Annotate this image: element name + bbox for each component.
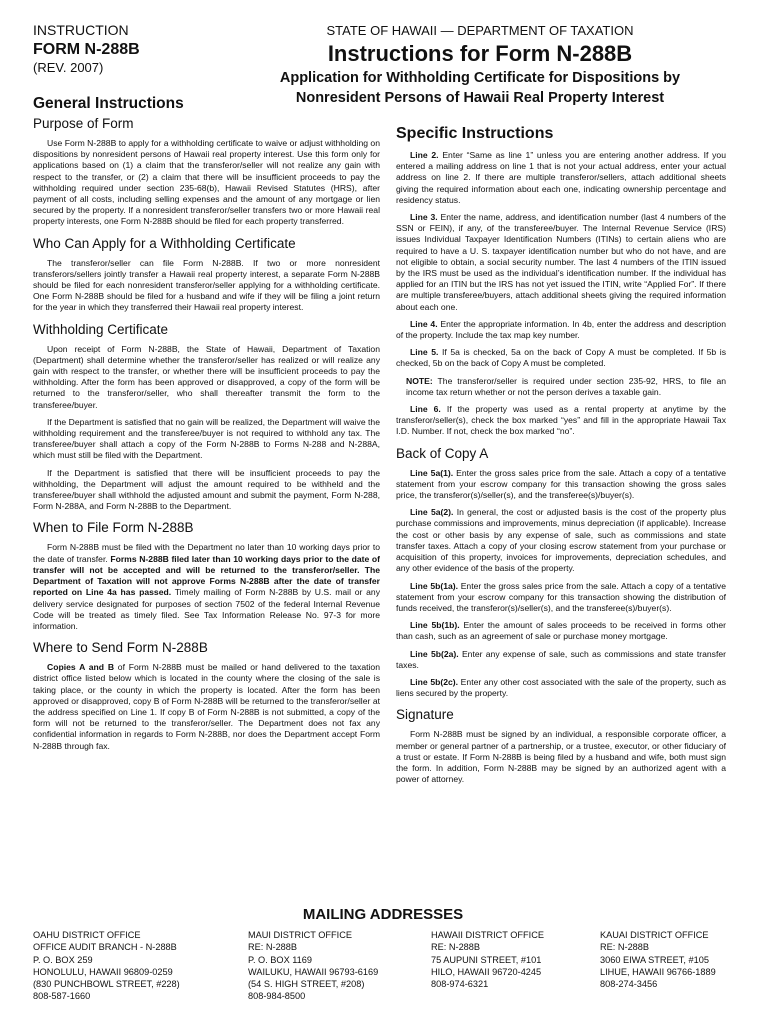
- address-line: OFFICE AUDIT BRANCH - N-288B: [33, 942, 177, 953]
- agency-name: STATE OF HAWAII — DEPARTMENT OF TAXATION: [326, 23, 634, 38]
- general-instructions-heading: General Instructions: [33, 95, 184, 112]
- purpose-heading: Purpose of Form: [33, 116, 134, 131]
- oahu-office-address: [33, 929, 180, 1003]
- address-line: KAUAI DISTRICT OFFICE: [600, 930, 709, 940]
- specific-instructions-heading: Specific Instructions: [396, 125, 554, 142]
- subtitle-line-1: Application for Withholding Certificate for Dispositions by: [279, 70, 681, 86]
- where-bold: Copies A and B: [47, 662, 115, 673]
- line-5a2-label: Line 5a(2).: [410, 507, 454, 518]
- when-text-a: Form N-288B must be filed with the Department no later than 10 working days prior to the date of transfer.: [33, 542, 380, 564]
- withholding-certificate-heading: Withholding Certificate: [33, 321, 169, 337]
- address-line: WAILUKU, HAWAII 96793-6169: [248, 966, 379, 977]
- when-to-file-heading: When to File Form N-288B: [33, 520, 194, 536]
- line-5b2a-label: Line 5b(2a).: [410, 648, 459, 659]
- address-line: (54 S. HIGH STREET, #208): [248, 979, 365, 990]
- phone-number: 808-274-3456: [600, 979, 658, 990]
- address-line: MAUI DISTRICT OFFICE: [248, 930, 352, 940]
- line-5b2c-text: Enter any other cost associated with the sale of the property, such as liens secured by the property.: [396, 676, 726, 699]
- line-5b2c-instruction: [396, 677, 726, 699]
- signature-heading: Signature: [396, 707, 454, 723]
- line-5a1-label: Line 5a(1).: [410, 467, 454, 478]
- line-5b1a-label: Line 5b(1a).: [410, 580, 459, 591]
- page-title: Instructions for Form N-288B: [327, 41, 633, 66]
- address-line: P. O. BOX 259: [33, 954, 93, 965]
- note-label: NOTE:: [406, 375, 433, 386]
- address-line: HONOLULU, HAWAII 96809-0259: [33, 966, 173, 977]
- mailing-addresses-heading: MAILING ADDRESSES: [302, 906, 464, 923]
- line-5a2-instruction: [396, 507, 726, 574]
- line-3-instruction: [396, 212, 726, 313]
- line-3-text: Enter the name, address, and identification number (last 4 numbers of the SSN or FEIN), if any, of the transferee/buyer. The Internal Revenue Service (IRS) issues Individual Taxpayer Identification Numbers (ITINs) to certain aliens who are required to have a U. S. taxpayer identification number but who do not have, and are not eligible to obtain, a social security number. The last 4 numbers of the ITIN issued by the IRS must be used as the individual’s identification number. If the individual has applied for an ITIN but the IRS has not yet issued the ITIN, write “Applied For”. If there are multiple transferee/buyers, attach additional sheets giving the required information about each one.: [396, 212, 726, 312]
- line-4-instruction: [396, 319, 726, 341]
- line-6-text: If the property was used as a rental property at anytime by the transferor/seller(s), check the box marked “yes” and fill in the appropriate Hawaii Tax I.D. Number. If not, check the box marked “no”.: [396, 404, 726, 437]
- note-text: The transferor/seller is required under section 235-92, HRS, to file an income tax return whether or not the person derives a taxable gain.: [406, 375, 726, 397]
- instruction-label: INSTRUCTION: [33, 22, 129, 38]
- line-2-label: Line 2.: [410, 150, 439, 160]
- signature-text: Form N-288B must be signed by an individual, a responsible corporate officer, a member or general partner of a partnership, or a trustee, executor, or other fiduciary of a trust or estate. If Form N-288B is being filed by a husband and wife, both must sign the form. In addition, Form N-288B may be signed by an authorized agent with a power of attorney.: [396, 729, 726, 785]
- note-instruction: [396, 376, 726, 398]
- line-5b1a-instruction: [396, 581, 726, 615]
- address-line: RE: N-288B: [600, 942, 650, 953]
- maui-office-address: [248, 929, 378, 1003]
- where-text: of Form N-288B must be mailed or hand delivered to the taxation district office listed below which is located in the county where the closing of the sale is taking place, or the county in which the property is located. After the form has been approved or disapproved, copy B of Form N-288B will be returned to the transferor/seller at the address specified on Line 1. If copy B of Form N-288B is not submitted, a copy of the form will not be returned to the transferor/seller. The Department does not fax any confidential information in regards to Form N-288B, nor does the Department accept Form N-288B through fax.: [33, 662, 380, 751]
- line-5b2c-label: Line 5b(2c).: [410, 676, 459, 687]
- mailing-address-columns: [33, 929, 733, 1029]
- withholding-certificate-text-2: If the Department is satisfied that no gain will be realized, the Department will waive the withholding requirement and the transferee/buyer is not required to withhold any tax. The transferee/buyer shall attach a copy of the Form N-288B to Forms N-288 and N-288A, which must still be filed with the Department.: [33, 416, 380, 461]
- withholding-certificate-text-3: If the Department is satisfied that there will be insufficient proceeds to pay the withholding, the Department will adjust the amount required to be withheld and the transferee/buyer shall withhold the adjusted amount and submit the payment, Form N-288, Form N-288A, and Form N-288B to the Department.: [33, 467, 380, 512]
- line-5b2a-text: Enter any expense of sale, such as commissions and state transfer taxes.: [396, 648, 726, 670]
- who-can-apply-heading: Who Can Apply for a Withholding Certificate: [33, 235, 296, 251]
- specific-instructions-column: [396, 124, 726, 791]
- address-line: LIHUE, HAWAII 96766-1889: [600, 966, 716, 977]
- address-line: OAHU DISTRICT OFFICE: [33, 930, 141, 940]
- line-6-instruction: [396, 404, 726, 438]
- phone-number: 808-984-8500: [248, 991, 306, 1002]
- where-to-send-heading: Where to Send Form N-288B: [33, 640, 208, 656]
- general-instructions-column: [33, 94, 380, 758]
- withholding-certificate-text-1: Upon receipt of Form N-288B, the State of Hawaii, Department of Taxation (Department) shall determine whether the transferor/seller has realized or will realize any gain with respect to the transfer, or whether there will be insufficient proceeds to pay the withholding. After the form has been approved or disapproved, a copy of the form will be returned to the transferor/seller, who shall thereafter transmit the form to the transferee/buyer.: [33, 343, 380, 410]
- address-line: RE: N-288B: [248, 942, 298, 953]
- address-line: 3060 EIWA STREET, #105: [600, 954, 709, 965]
- when-text-bold: Forms N-288B filed later than 10 working days prior to the date of transfer will not be accepted and will be returned to the transferor/seller. The Department of Taxation will not approve Forms N-288B after the date of transfer reported on Line 4a has passed.: [33, 553, 380, 598]
- subtitle-line-2: Nonresident Persons of Hawaii Real Property Interest: [295, 90, 665, 106]
- address-line: 75 AUPUNI STREET, #101: [431, 954, 542, 965]
- purpose-text: Use Form N-288B to apply for a withholding certificate to waive or adjust withholding on dispositions by nonresident persons of Hawaii real property interest. Use this form only for applications based on (1) a claim that the transferor/seller will not realize any gain with respect to the transfer, or (2) a claim that there will be insufficient proceeds to pay the withholding required under section 235-68(b), Hawaii Revised Statutes (HRS), after payment of all costs, including selling expenses and the amount of any mortgage or lien secured by the property. If a nonresident transferor/seller transfers two or more Hawaii real property interests, one Form N-288B should be filed for each property transferred.: [33, 138, 380, 227]
- kauai-office-address: [600, 929, 716, 990]
- when-text-c: Timely mailing of Form N-288B by U.S. mail or any delivery service designated for purposes of section 7502 of the federal Internal Revenue Code will be treated as timely filed. See Tax Information Release No. 97-3 for more information.: [33, 587, 380, 631]
- form-number: FORM N-288B: [33, 41, 140, 58]
- line-5-label: Line 5.: [410, 347, 439, 358]
- line-5a2-text: In general, the cost or adjusted basis is the cost of the property plus purchase commissions and improvements, minus depreciation (if applicable). Increase the cost or other basis by any expense of sale, such as commissions and state transfer taxes. Attach a copy of your closing escrow statement from your purchase or acquisition of this property, invoices for improvements, depreciation schedules, and any other evidence of the basis of the property.: [396, 507, 726, 574]
- revision-label: (REV. 2007): [33, 60, 104, 75]
- line-5b1b-text: Enter the amount of sales proceeds to be received in forms other than cash, such as an agreement of sale or purchase money mortgage.: [396, 620, 726, 642]
- line-5-text: If 5a is checked, 5a on the back of Copy A must be completed. If 5b is checked, 5b on the back of Copy A must be completed.: [396, 347, 726, 369]
- line-2-instruction: [396, 150, 726, 206]
- line-5-instruction: [396, 347, 726, 369]
- phone-number: 808-587-1660: [33, 991, 91, 1002]
- line-5a1-instruction: [396, 468, 726, 502]
- line-5b1b-label: Line 5b(1b).: [410, 620, 460, 631]
- line-2-text: Enter “Same as line 1” unless you are entering another address. If you entered a mailing address on line 1 that is not your actual address, enter your actual address on line 2. If there are multiple transferor/sellers, attach additional sheets giving the required information about each one, indicating ownership percentage and residency status.: [396, 150, 726, 205]
- mailing-addresses: [33, 906, 733, 1029]
- hawaii-office-address: [431, 929, 544, 990]
- line-4-label: Line 4.: [410, 318, 438, 329]
- line-5b1b-instruction: [396, 620, 726, 642]
- who-can-apply-text: The transferor/seller can file Form N-288B. If two or more nonresident transferors/sellers jointly transfer a Hawaii real property interest, a separate Form N-288B should be filed for each nonresident transferor/seller applying for a withholding certificate. One Form N-288B should be filed for a husband and wife if they will be filing a joint return for the year in which they transferred their Hawaii real property interest.: [33, 257, 380, 313]
- line-5b1a-text: Enter the gross sales price from the sale. Attach a copy of a tentative statement from your escrow company for this transaction showing the distribution of funds received, the transferor(s)/seller(s), and the transferee(s)/buyer(s).: [396, 580, 726, 613]
- line-4-text: Enter the appropriate information. In 4b, enter the address and description of the property. Include the tax map key number.: [396, 318, 726, 341]
- line-3-label: Line 3.: [410, 212, 438, 223]
- address-line: P. O. BOX 1169: [248, 954, 313, 965]
- address-line: RE: N-288B: [431, 942, 481, 953]
- form-identifier: [33, 22, 203, 76]
- line-5b2a-instruction: [396, 649, 726, 671]
- phone-number: 808-974-6321: [431, 979, 489, 990]
- address-line: (830 PUNCHBOWL STREET, #228): [33, 979, 180, 990]
- when-to-file-text: [33, 542, 380, 632]
- back-of-copy-a-heading: Back of Copy A: [396, 445, 489, 461]
- line-6-label: Line 6.: [410, 404, 441, 415]
- address-line: HILO, HAWAII 96720-4245: [431, 966, 542, 977]
- where-to-send-text: [33, 662, 380, 752]
- line-5a1-text: Enter the gross sales price from the sale. Attach a copy of a tentative statement from your escrow company for this transaction showing the gross sales price, the transferor(s)/seller(s), and the transferee(s)/buyer(s).: [396, 467, 726, 501]
- address-line: HAWAII DISTRICT OFFICE: [431, 930, 544, 940]
